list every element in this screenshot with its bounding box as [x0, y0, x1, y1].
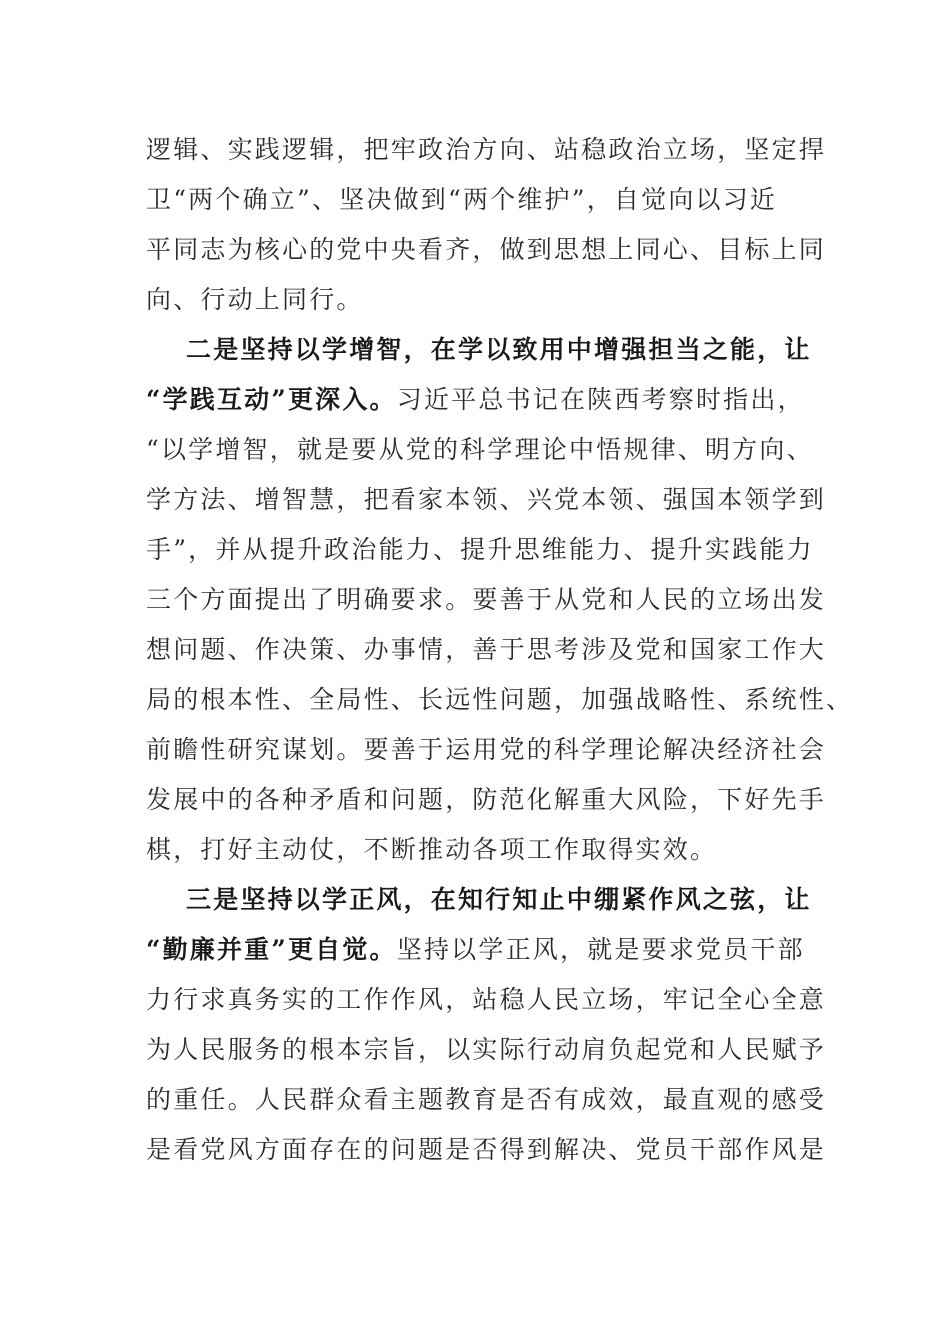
text-line [146, 825, 826, 875]
section-heading-line [146, 875, 826, 925]
line-text: 是看党风方面存在的问题是否得到解决、党员干部作风是 [146, 1135, 827, 1164]
line-text: 卫“两个确立”、坚决做到“两个维护”，自觉向以习近 [146, 185, 778, 214]
text-line [146, 1025, 826, 1075]
line-text: 坚持以学正风，就是要求党员干部 [396, 935, 805, 964]
text-line [146, 625, 826, 675]
line-text: 向、行动上同行。 [146, 285, 364, 314]
line-text: 局的根本性、全局性、长远性问题，加强战略性、系统性、 [146, 685, 854, 714]
line-text: 为人民服务的根本宗旨，以实际行动肩负起党和人民赋予 [146, 1035, 827, 1064]
line-text: 的重任。人民群众看主题教育是否有成效，最直观的感受 [146, 1085, 827, 1114]
section-heading-line [146, 925, 826, 975]
section-heading-2-cont: “学践互动”更深入。 [146, 385, 397, 414]
line-text: 平同志为核心的党中央看齐，做到思想上同心、目标上同 [146, 235, 827, 264]
section-heading-line [146, 375, 826, 425]
line-text: 手”，并从提升政治能力、提升思维能力、提升实践能力 [146, 535, 814, 564]
text-line [146, 225, 826, 275]
text-line [146, 975, 826, 1025]
text-line [146, 475, 826, 525]
text-line [146, 175, 826, 225]
line-text: 发展中的各种矛盾和问题，防范化解重大风险，下好先手 [146, 785, 827, 814]
text-line [146, 775, 826, 825]
text-line [146, 1125, 826, 1175]
text-line [146, 575, 826, 625]
section-heading-3-cont: “勤廉并重”更自觉。 [146, 935, 397, 964]
line-text: “以学增智，就是要从党的科学理论中悟规律、明方向、 [146, 435, 814, 464]
text-line [146, 125, 826, 175]
line-text: 习近平总书记在陕西考察时指出， [396, 385, 805, 414]
text-line [146, 275, 826, 325]
section-heading-2: 二是坚持以学增智，在学以致用中增强担当之能，让 [186, 335, 812, 364]
line-text: 力行求真务实的工作作风，站稳人民立场，牢记全心全意 [146, 985, 827, 1014]
line-text: 想问题、作决策、办事情，善于思考涉及党和国家工作大 [146, 635, 827, 664]
body-text [146, 125, 854, 1175]
section-heading-line [146, 325, 826, 375]
text-line [146, 1075, 826, 1125]
line-text: 学方法、增智慧，把看家本领、兴党本领、强国本领学到 [146, 485, 827, 514]
line-text: 棋，打好主动仗，不断推动各项工作取得实效。 [146, 835, 718, 864]
text-line [146, 425, 826, 475]
line-text: 三个方面提出了明确要求。要善于从党和人民的立场出发 [146, 585, 827, 614]
line-text: 逻辑、实践逻辑，把牢政治方向、站稳政治立场，坚定捍 [146, 135, 827, 164]
text-line [146, 725, 826, 775]
text-line [146, 525, 826, 575]
section-heading-3: 三是坚持以学正风，在知行知止中绷紧作风之弦，让 [186, 885, 812, 914]
text-line [146, 675, 854, 725]
line-text: 前瞻性研究谋划。要善于运用党的科学理论解决经济社会 [146, 735, 827, 764]
